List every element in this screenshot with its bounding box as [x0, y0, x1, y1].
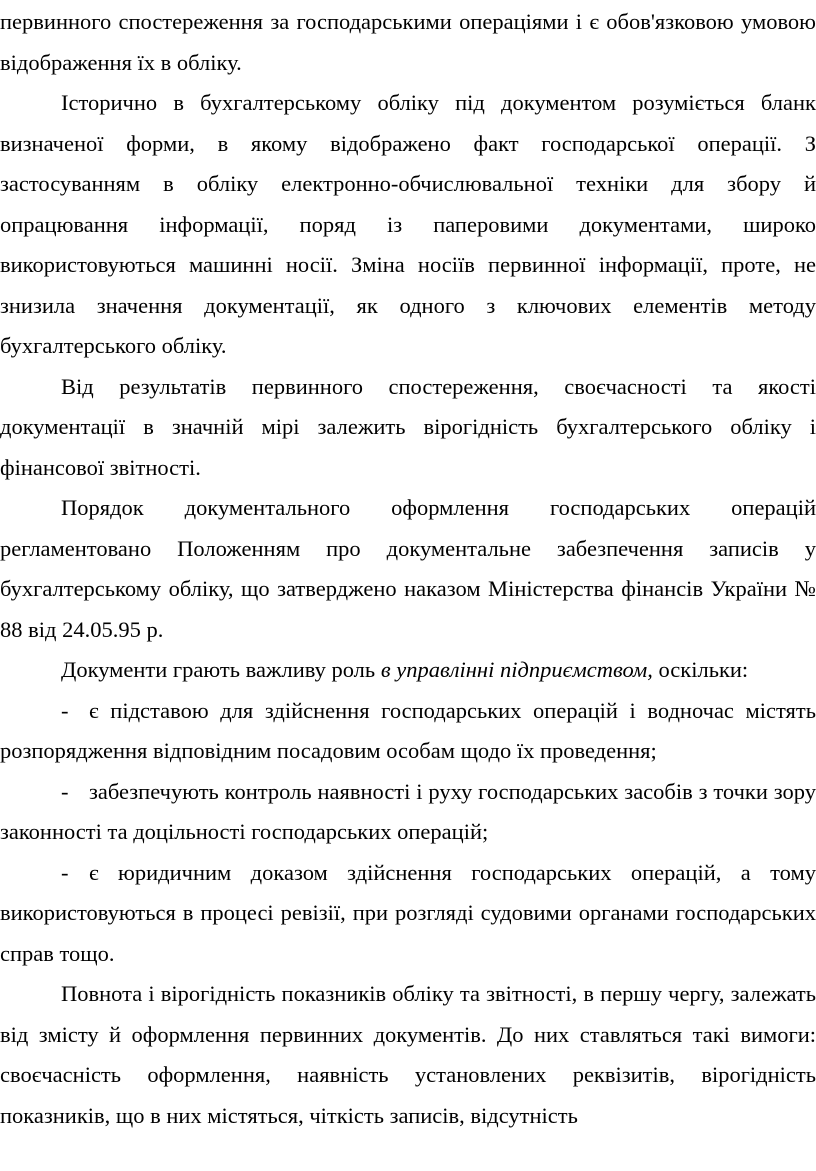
list-item-text: забезпечують контроль наявності і руху господарських засобів з точки зору законності та доцільності господарських операцій;: [0, 778, 816, 844]
list-item: [0, 691, 816, 772]
list-dash: -: [61, 778, 69, 804]
list-item-text: є підставою для здійснення господарських операцій і водночас містять розпорядження відповідним посадовим особам щодо їх проведення;: [0, 697, 816, 763]
document-body: [0, 2, 816, 1136]
paragraph-requirements: Повнота і вірогідність показників обліку та звітності, в першу чергу, залежать від змісту й оформлення первинних документів. До них ставляться такі вимоги: своєчасність оформлення, наявність установлених реквізитів, вірогідність показників, що в них містяться, чіткість записів, відсутність: [0, 981, 816, 1128]
role-intro-end: оскільки:: [652, 657, 749, 682]
role-intro-start: Документи грають важливу роль: [61, 657, 381, 682]
paragraph-historical-definition: Історично в бухгалтерському обліку під документом розуміється бланк визначеної форми, в якому відображено факт господарської операції. З застосуванням в обліку електронно-обчислювальної техніки для збору й опрацювання інформації, поряд із паперовими документами, широко використовуються машинні носії. Зміна носіїв первинної інформації, проте, не знизила значення документації, як одного з ключових елементів методу бухгалтерського обліку.: [0, 90, 816, 358]
paragraph-regulation: Порядок документального оформлення господарських операцій регламентовано Положенням про документальне забезпечення записів у бухгалтерському обліку, що затверджено наказом Міністерства фінансів України № 88 від 24.05.95 р.: [0, 495, 816, 642]
list-item-text: є юридичним доказом здійснення господарських операцій, а тому використовуються в процесі ревізії, при розгляді судовими органами господарських справ тощо.: [0, 859, 816, 966]
list-dash: -: [61, 859, 69, 885]
list-dash: -: [61, 697, 69, 723]
paragraph-role-intro: [0, 650, 816, 691]
list-item: [0, 772, 816, 853]
paragraph-continuation: первинного спостереження за господарськими операціями і є обов'язковою умовою відображення їх в обліку.: [0, 9, 816, 75]
list-item: [0, 853, 816, 975]
paragraph-results-reliability: Від результатів первинного спостереження, своєчасності та якості документації в значній мірі залежить вірогідність бухгалтерського обліку і фінансової звітності.: [0, 373, 816, 480]
role-intro-italic: в управлінні підприємством,: [380, 657, 653, 682]
